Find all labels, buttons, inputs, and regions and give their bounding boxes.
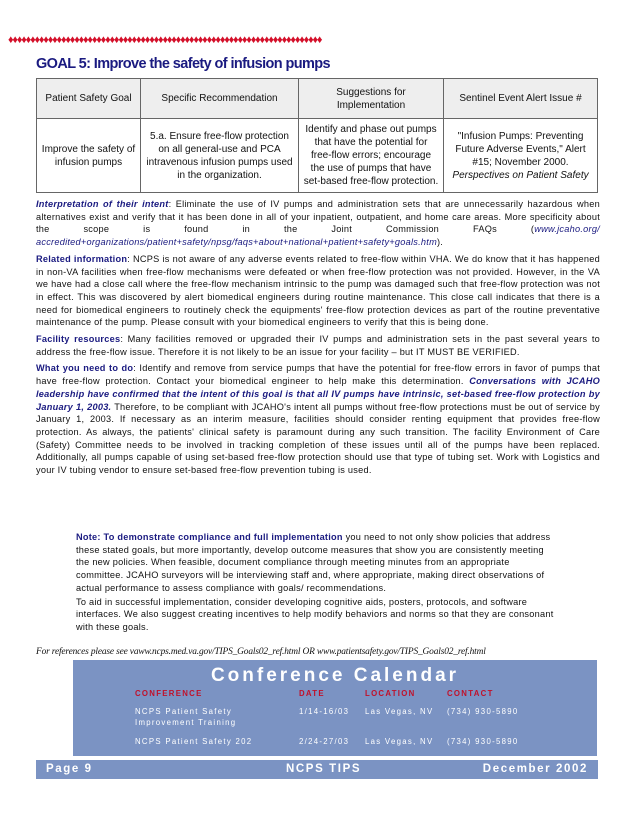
related-paragraph xyxy=(36,253,600,329)
col-header-contact: CONTACT xyxy=(447,689,494,698)
header-specific-recommendation: Specific Recommendation xyxy=(141,79,299,119)
footer-bar xyxy=(36,760,598,779)
row1-contact: (734) 930-5890 xyxy=(447,707,519,716)
related-text: : NCPS is not aware of any adverse events related to free-flow within VHA. We do know that it has happened in non-VA facilities when free-flow mechanisms were defeated or when free-flow protection was not provided. However, in the VA we have had a close call where the free-flow mechanism intrinsic to the pump was damaged such that free-flow protection was not in effect. This was discovered by alert biomedical engineers during routine maintenance. This close call indicates that there is a need for biomedical engineers to routinely check the equipments' free-flow protection devices as part of the routine preventative maintenance of the pump. Please consult with your biomedical engineers to verify that this is being done. xyxy=(36,253,600,328)
cell-suggestion: Identify and phase out pumps that have the potential for free-flow errors; encourage the use of pumps that have set-based free-flow protection. xyxy=(299,119,444,193)
diamond-border: ♦♦♦♦♦♦♦♦♦♦♦♦♦♦♦♦♦♦♦♦♦♦♦♦♦♦♦♦♦♦♦♦♦♦♦♦♦♦♦♦♦♦♦♦♦♦♦♦♦♦♦♦♦♦♦♦♦♦♦♦♦♦♦♦♦♦♦♦♦♦♦ xyxy=(8,34,322,46)
page-number: Page 9 xyxy=(46,763,93,775)
header-sentinel-alert: Sentinel Event Alert Issue # xyxy=(444,79,598,119)
goal-table xyxy=(36,78,598,193)
alert-italic-text: Perspectives on Patient Safety xyxy=(452,169,589,181)
cell-alert xyxy=(444,119,598,193)
newsletter-title: NCPS TIPS xyxy=(286,763,362,775)
related-label: Related information xyxy=(36,253,128,264)
jcaho-faq-link[interactable]: www.jcaho.org/ accredited+organizations/patient+safety/npsg/faqs+about+national+patient+safety+goals.htm xyxy=(36,224,600,248)
calendar-title: Conference Calendar xyxy=(210,665,460,686)
col-header-conference: CONFERENCE xyxy=(135,689,203,698)
facility-label: Facility resources xyxy=(36,334,121,345)
body-text xyxy=(36,198,600,481)
conference-calendar xyxy=(73,660,597,756)
row2-conference: NCPS Patient Safety 202 xyxy=(135,737,253,746)
header-suggestions: Suggestions for Implementation xyxy=(299,79,444,119)
header-patient-safety-goal: Patient Safety Goal xyxy=(37,79,141,119)
alert-text: "Infusion Pumps: Preventing Future Adverse Events," Alert #15; November 2000. xyxy=(455,130,586,168)
interpretation-tail: ). xyxy=(437,237,444,248)
facility-text: : Many facilities removed or upgraded their IV pumps and administration sets in the past several years to address the free-flow issue. Therefore it is not likely to be an issue for your facility – but IT MUST BE VERIFIED. xyxy=(36,334,600,357)
goal-title: GOAL 5: Improve the safety of infusion pumps xyxy=(36,56,330,72)
need-paragraph xyxy=(36,362,600,476)
col-header-location: LOCATION xyxy=(365,689,416,698)
row2-date: 2/24-27/03 xyxy=(299,737,350,746)
need-text-1: : Identify and remove from service pumps that have the potential for free-flow errors in favor of pumps that have free-flow protection. Contact your biomedical engineer to help make this determination. xyxy=(36,363,600,387)
facility-paragraph xyxy=(36,333,600,358)
note-paragraph xyxy=(76,531,554,595)
aid-paragraph: To aid in successful implementation, consider developing cognitive aids, posters, protocols, and software interfaces. We also suggest creating incentives to help modify behaviors and norms so that they are consonant with these goals. xyxy=(76,596,554,632)
row2-contact: (734) 930-5890 xyxy=(447,737,519,746)
cell-recommendation: 5.a. Ensure free-flow protection on all general-use and PCA intravenous infusion pumps used in the organization. xyxy=(141,119,299,193)
interpretation-text: : Eliminate the use of IV pumps and administration sets that are unnecessarily hazardous when alternatives exist and verify that it has been done in all of your inpatient, outpatient, and home care areas. More specificity about the scope is found in the Joint Commission FAQs ( xyxy=(36,199,600,235)
issue-date: December 2002 xyxy=(482,763,588,775)
table-header-row xyxy=(37,79,598,119)
interpretation-label: Interpretation of their intent xyxy=(36,199,169,209)
need-label: What you need to do xyxy=(36,363,134,374)
row1-date: 1/14-16/03 xyxy=(299,707,350,716)
row1-location: Las Vegas, NV xyxy=(365,707,434,716)
row1-conference: NCPS Patient Safety Improvement Training xyxy=(135,707,237,727)
note-text: you need to not only show policies that address these stated goals, but more importantly, develop outcome measures that show you are consistently meeting the new policies. When feasible, document compliance through meeting minutes from an appropriate committee. JCAHO surveyors will be interviewing staff and, where appropriate, making direct observations of actual performance to assess compliance with goals/ recommendations. xyxy=(76,532,551,593)
col-header-date: DATE xyxy=(299,689,325,698)
note-block xyxy=(76,531,554,635)
cell-goal: Improve the safety of infusion pumps xyxy=(37,119,141,193)
interpretation-paragraph xyxy=(36,198,600,249)
note-label: Note: To demonstrate compliance and full implementation xyxy=(76,532,343,542)
need-text-2: Therefore, to be compliant with JCAHO's intent all pumps without free-flow protections must be out of service by January 1, 2003. If necessary as an interim measure, facilities should consider renting equipment that provides free-flow protection. As always, the patients' clinical safety is paramount during any such transition. The facility Environment of Care (Safety) Committee needs to be involved in tracking completion of these issues until all of the pumps have been replaced. Additionally, all pumps capable of using set-based free-flow protection should use that type of tubing set. Work with Logistics and your IV tubing vendor to ensure set-based free-flow prevention tubing is used. xyxy=(36,401,600,476)
need-emphasis: Conversations with JCAHO leadership have confirmed that the intent of this goal is that all IV pumps have intrinsic, set-based free-flow protection by January 1, 2003. xyxy=(36,376,600,412)
row2-location: Las Vegas, NV xyxy=(365,737,434,746)
references-line: For references please see vaww.ncps.med.va.gov/TIPS_Goals02_ref.html OR www.patientsafety.gov/TIPS_Goals02_ref.html xyxy=(36,647,486,657)
table-row xyxy=(37,119,598,193)
